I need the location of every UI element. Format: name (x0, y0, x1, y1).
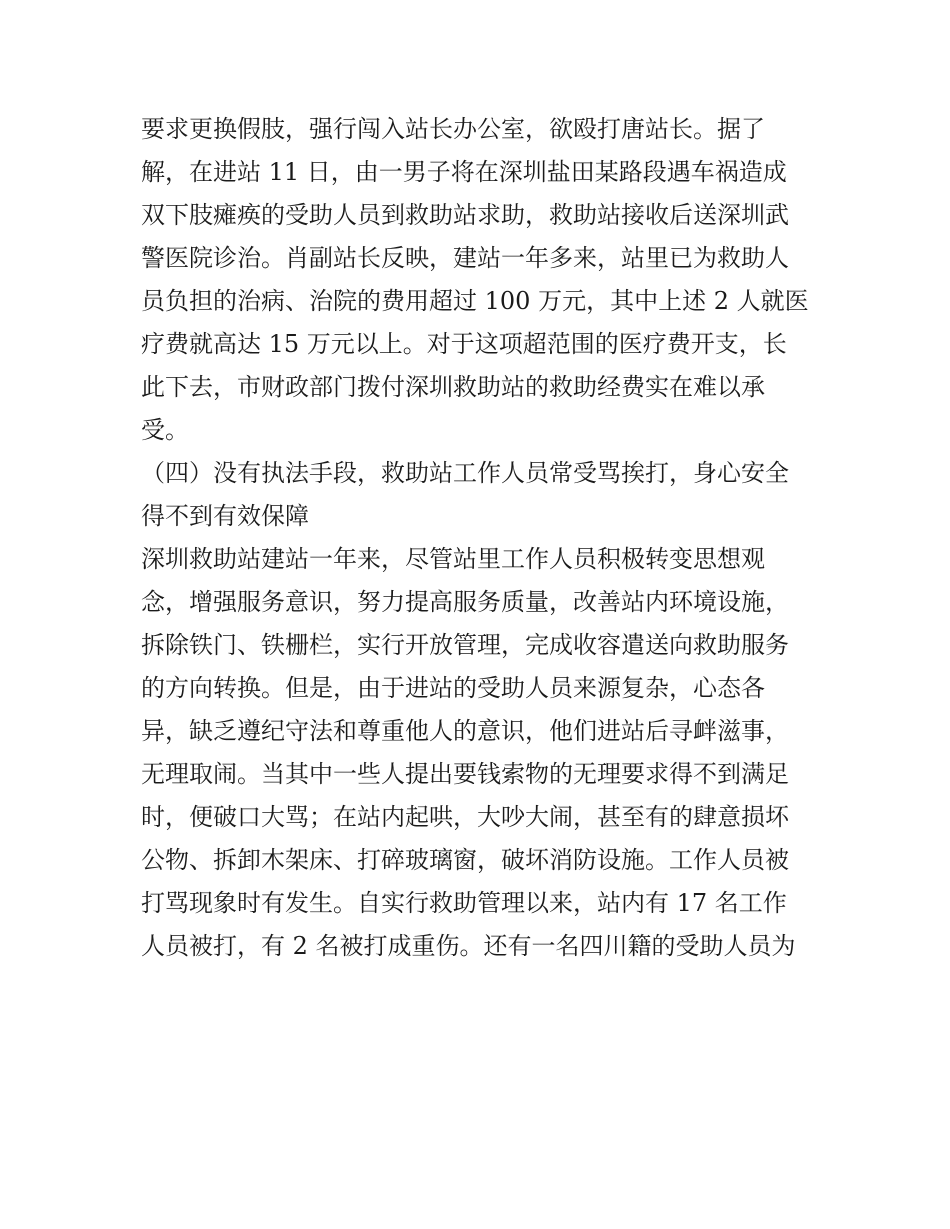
text-line: 受。 (141, 416, 189, 444)
section-heading-line: （四）没有执法手段，救助站工作人员常受骂挨打，身心安全 (141, 459, 789, 487)
text-line: 员负担的治病、治院的费用超过 100 万元，其中上述 2 人就医 (141, 287, 809, 315)
text-line: 的方向转换。但是，由于进站的受助人员来源复杂，心态各 (141, 674, 765, 702)
text-line: 警医院诊治。肖副站长反映，建站一年多来，站里已为救助人 (141, 244, 789, 272)
text-line: 公物、拆卸木架床、打碎玻璃窗，破坏消防设施。工作人员被 (141, 846, 789, 874)
text-line: 双下肢瘫痪的受助人员到救助站求助，救助站接收后送深圳武 (141, 201, 789, 229)
text-line: 人员被打，有 2 名被打成重伤。还有一名四川籍的受助人员为 (141, 932, 796, 960)
text-line: 此下去，市财政部门拨付深圳救助站的救助经费实在难以承 (141, 373, 765, 401)
text-line: 时，便破口大骂；在站内起哄，大吵大闹，甚至有的肆意损坏 (141, 803, 789, 831)
text-line: 解，在进站 11 日，由一男子将在深圳盐田某路段遇车祸造成 (141, 158, 787, 186)
body-text (141, 108, 821, 968)
text-line: 疗费就高达 15 万元以上。对于这项超范围的医疗费开支，长 (141, 330, 787, 358)
text-line: 异，缺乏遵纪守法和尊重他人的意识，他们进站后寻衅滋事， (141, 717, 789, 745)
text-line: 打骂现象时有发生。自实行救助管理以来，站内有 17 名工作 (141, 889, 787, 917)
text-line: 无理取闹。当其中一些人提出要钱索物的无理要求得不到满足 (141, 760, 789, 788)
section-heading-line: 得不到有效保障 (141, 502, 309, 530)
text-line: 念，增强服务意识，努力提高服务质量，改善站内环境设施， (141, 588, 789, 616)
text-line: 拆除铁门、铁栅栏，实行开放管理，完成收容遣送向救助服务 (141, 631, 789, 659)
text-line: 深圳救助站建站一年来，尽管站里工作人员积极转变思想观 (141, 545, 765, 573)
text-line: 要求更换假肢，强行闯入站长办公室，欲殴打唐站长。据了 (141, 115, 765, 143)
